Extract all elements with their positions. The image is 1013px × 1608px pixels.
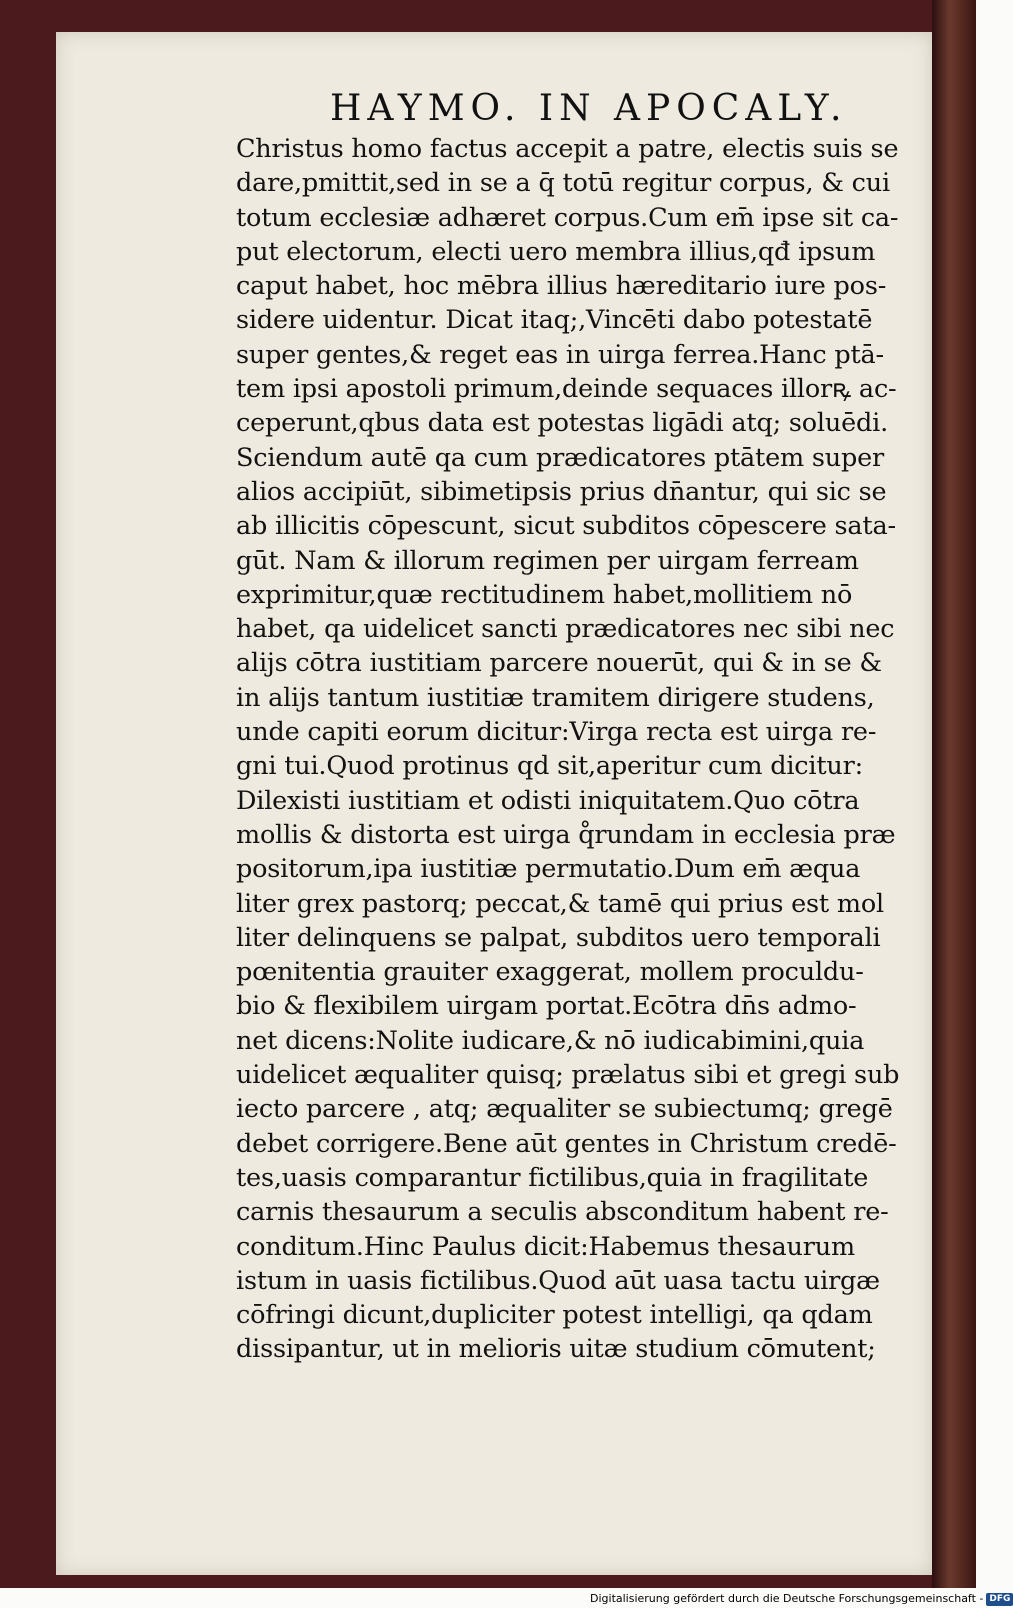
text-line: ceperunt,qbus data est potestas ligādi atq; soluēdi. [236, 408, 888, 439]
text-line: exprimitur,quæ rectitudinem habet,mollitiem nō [236, 579, 853, 610]
text-line: ab illicitis cōpescunt, sicut subditos cōpescere sata- [236, 511, 896, 542]
text-line: tes,uasis comparantur fictilibus,quia in fragilitate [236, 1162, 869, 1193]
text-line: positorum,ipa iustitiæ permutatio.Dum em̄ æqua [236, 854, 861, 885]
text-line: unde capiti eorum dicitur:Virga recta est uirga re- [236, 717, 877, 748]
text-line: caput habet, hoc mēbra illius hæreditario iure pos- [236, 271, 887, 302]
text-line: habet, qa uidelicet sancti prædicatores nec sibi nec [236, 614, 895, 645]
text-line: cōfringi dicunt,dupliciter potest intelligi, qa qdam [236, 1300, 873, 1331]
text-line: debet corrigere.Bene aūt gentes in Christum credē- [236, 1128, 897, 1159]
text-line: istum in uasis fictilibus.Quod aūt uasa tactu uirgæ [236, 1265, 880, 1296]
text-line: tem ipsi apostoli primum,deinde sequaces illorꝶ ac- [236, 374, 897, 405]
text-line: Dilexisti iustitiam et odisti iniquitatem.Quo cōtra [236, 785, 860, 816]
text-line: net dicens:Nolite iudicare,& nō iudicabimini,quia [236, 1025, 865, 1056]
text-line: iecto parcere , atq; æqualiter se subiectumq; gregē [236, 1094, 893, 1125]
text-line: conditum.Hinc Paulus dicit:Habemus thesaurum [236, 1231, 855, 1262]
text-line: gni tui.Quod protinus qd sit,aperitur cum dicitur: [236, 751, 863, 782]
text-line: Sciendum autē qa cum prædicatores ptātem super [236, 442, 884, 473]
text-line: carnis thesaurum a seculis absconditum habent re- [236, 1197, 889, 1228]
text-line: in alijs tantum iustitiæ tramitem dirigere studens, [236, 682, 875, 713]
running-title: HAYMO. IN APOCALY. [330, 88, 848, 129]
text-line: pœnitentia grauiter exaggerat, mollem proculdu- [236, 957, 864, 988]
text-line: mollis & distorta est uirga q̊rundam in ecclesia præ [236, 819, 896, 850]
text-line: alios accipiūt, sibimetipsis prius dn̄antur, qui sic se [236, 476, 887, 507]
digitization-credit [590, 1590, 1011, 1608]
credit-text: Digitalisierung gefördert durch die Deutsche Forschungsgemeinschaft - [590, 1592, 984, 1605]
text-line: Christus homo factus accepit a patre, electis suis se [236, 134, 899, 164]
text-line: totum ecclesiæ adhæret corpus.Cum em̄ ipse sit ca- [236, 202, 899, 233]
text-line: dissipantur, ut in melioris uitæ studium cōmutent; [236, 1334, 876, 1365]
text-line: liter delinquens se palpat, subditos uero temporali [236, 922, 881, 953]
text-line: gūt. Nam & illorum regimen per uirgam ferream [236, 545, 859, 576]
text-line: alijs cōtra iustitiam parcere nouerūt, qui & in se & [236, 648, 882, 679]
body-text [236, 132, 952, 1367]
text-line: sidere uidentur. Dicat itaq;,Vincēti dabo potestatē [236, 305, 873, 336]
text-line: put electorum, electi uero membra illius,qđ ipsum [236, 236, 876, 267]
text-line: liter grex pastorq; peccat,& tamē qui prius est mol [236, 888, 884, 919]
dfg-logo: DFG [986, 1593, 1013, 1606]
text-line: uidelicet æqualiter quisq; prælatus sibi et gregi sub [236, 1060, 900, 1091]
text-line: bio & flexibilem uirgam portat.Ecōtra dn̄s admo- [236, 991, 857, 1022]
text-line: dare,pmittit,sed in se a q̄ totū regitur corpus, & cui [236, 168, 890, 199]
text-line: super gentes,& reget eas in uirga ferrea.Hanc ptā- [236, 339, 884, 370]
